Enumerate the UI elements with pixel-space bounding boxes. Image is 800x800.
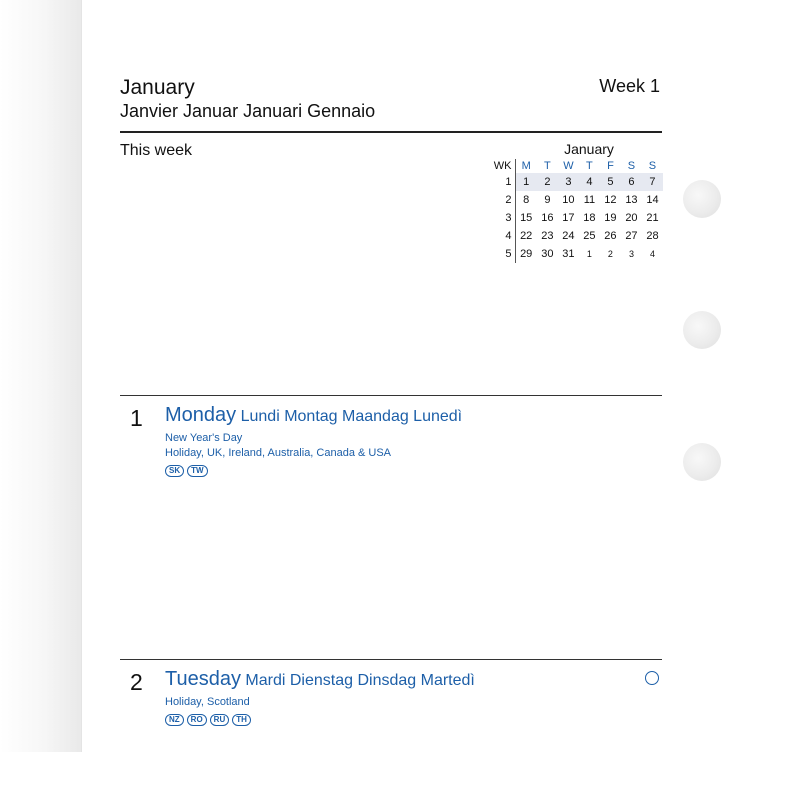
page-bottom-margin: [0, 752, 82, 800]
mini-calendar-day: 9: [544, 194, 551, 206]
mini-calendar-title: January: [564, 141, 614, 157]
mini-calendar-day-header: W: [563, 160, 574, 172]
mini-calendar-day: 23: [541, 230, 554, 242]
mini-calendar-day: 22: [520, 230, 533, 242]
day-event: Holiday, Scotland: [165, 696, 250, 708]
mini-calendar-header-row: [491, 159, 663, 173]
mini-calendar-week-row: [491, 173, 663, 191]
mini-calendar-day: 5: [600, 173, 621, 191]
mini-calendar-day: 14: [646, 194, 659, 206]
mini-calendar-day: 18: [583, 212, 596, 224]
day-name-translations: Mardi Dienstag Dinsdag Martedì: [245, 672, 475, 689]
country-badge: RO: [187, 714, 207, 726]
mini-calendar-day: 20: [625, 212, 638, 224]
new-moon-icon: [645, 671, 659, 685]
country-badges: [165, 465, 208, 477]
mini-calendar-day: 26: [604, 230, 617, 242]
mini-calendar-week-number: 1: [491, 173, 515, 191]
mini-calendar-day: 2: [537, 173, 558, 191]
mini-calendar-week-row: [491, 209, 663, 227]
day-event: Holiday, UK, Ireland, Australia, Canada & USA: [165, 447, 392, 459]
mini-calendar-day: 15: [520, 212, 533, 224]
mini-calendar-day: 21: [646, 212, 659, 224]
mini-calendar-day: 27: [625, 230, 638, 242]
mini-calendar-wk-header: WK: [491, 159, 515, 173]
day-number: 2: [130, 669, 143, 695]
mini-calendar-day-header: F: [607, 160, 614, 172]
country-badge: NZ: [165, 714, 184, 726]
day-event: New Year's Day: [165, 432, 243, 444]
mini-calendar-day: 19: [604, 212, 617, 224]
country-badge: TW: [187, 465, 207, 477]
punch-hole-bottom: [683, 443, 721, 481]
mini-calendar-week-number: 5: [491, 245, 515, 263]
mini-calendar-week-number: 2: [491, 191, 515, 209]
mini-calendar-day: 2: [607, 249, 613, 259]
day-name-line: [165, 668, 475, 691]
day-name: Monday: [165, 404, 237, 426]
mini-calendar-week-row: [491, 227, 663, 245]
mini-calendar-day-header: T: [544, 160, 551, 172]
mini-calendar-week-number: 3: [491, 209, 515, 227]
mini-calendar-day: 30: [541, 248, 554, 260]
mini-calendar-day: 6: [621, 173, 642, 191]
mini-calendar-day-header: S: [648, 160, 657, 172]
mini-calendar-day: 8: [523, 194, 530, 206]
day-number: 1: [130, 405, 143, 431]
mini-calendar-day: 16: [541, 212, 554, 224]
month-translations: Janvier Januar Januari Gennaio: [120, 101, 376, 121]
week-label: Week 1: [599, 76, 660, 96]
punch-hole-middle: [683, 311, 721, 349]
mini-calendar-day: 29: [520, 248, 533, 260]
mini-calendar: [491, 141, 663, 263]
header-rule: [120, 131, 662, 133]
mini-calendar-day-header: S: [627, 160, 636, 172]
mini-calendar-day: 31: [562, 248, 575, 260]
mini-calendar-day: 10: [562, 194, 575, 206]
mini-calendar-day: 3: [558, 173, 579, 191]
mini-calendar-day: 13: [625, 194, 638, 206]
mini-calendar-day: 11: [583, 194, 596, 206]
page-edge-line: [81, 0, 82, 752]
mini-calendar-week-number: 4: [491, 227, 515, 245]
mini-calendar-day: 4: [579, 173, 600, 191]
mini-calendar-grid: [491, 159, 663, 263]
mini-calendar-day: 24: [562, 230, 575, 242]
day-divider-rule: [120, 395, 662, 396]
mini-calendar-day: 17: [562, 212, 575, 224]
page-edge-shadow: [0, 0, 82, 752]
mini-calendar-day-header: M: [521, 160, 531, 172]
month-title: January: [120, 76, 195, 99]
day-name-translations: Lundi Montag Maandag Lunedì: [240, 408, 463, 425]
day-name-line: [165, 404, 462, 427]
day-name: Tuesday: [165, 668, 241, 690]
this-week-label: This week: [120, 142, 193, 159]
country-badge: RU: [210, 714, 230, 726]
mini-calendar-day: 1: [586, 249, 592, 259]
mini-calendar-day-header: T: [586, 160, 593, 172]
mini-calendar-day: 28: [646, 230, 659, 242]
country-badge: TH: [232, 714, 251, 726]
punch-hole-top: [683, 180, 721, 218]
mini-calendar-day: 12: [604, 194, 617, 206]
day-divider-rule: [120, 659, 662, 660]
mini-calendar-week-row: [491, 191, 663, 209]
mini-calendar-day: 7: [642, 173, 663, 191]
country-badges: [165, 714, 251, 726]
country-badge: SK: [165, 465, 184, 477]
mini-calendar-day: 1: [515, 173, 537, 191]
mini-calendar-day: 25: [583, 230, 596, 242]
mini-calendar-week-row: [491, 245, 663, 263]
mini-calendar-day: 4: [649, 249, 655, 259]
mini-calendar-day: 3: [628, 249, 634, 259]
